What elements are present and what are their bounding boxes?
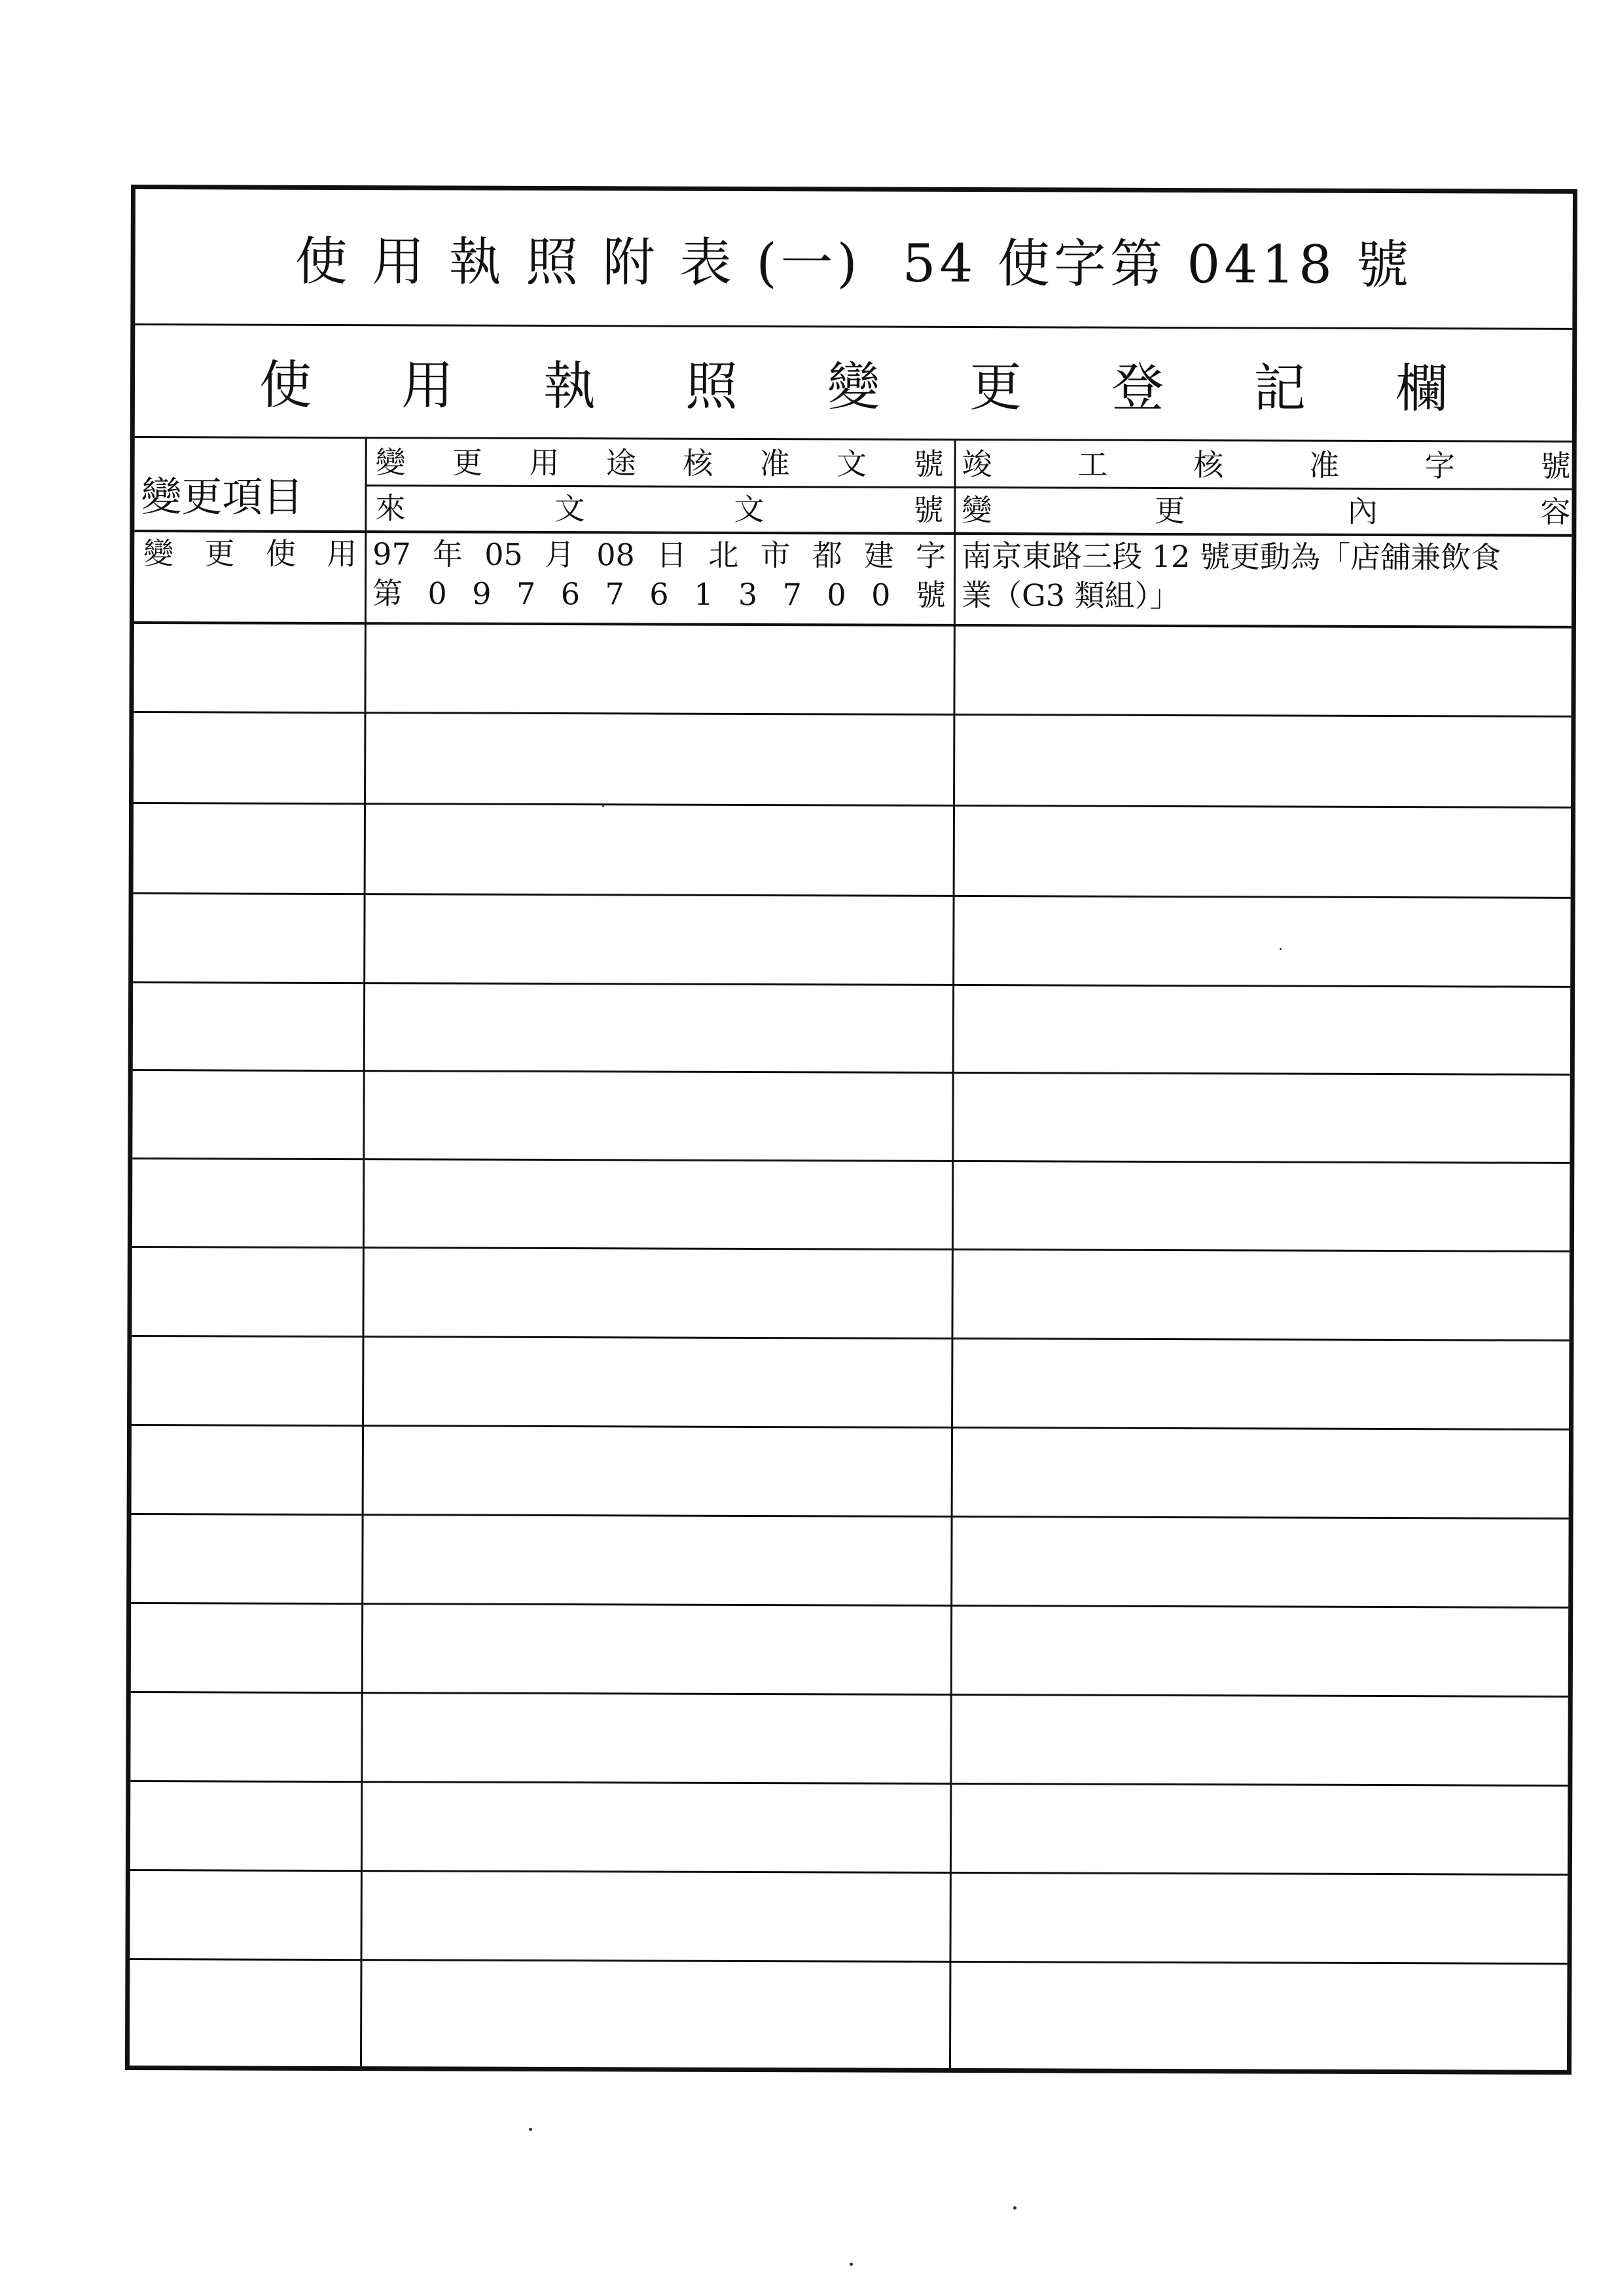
subtitle-char: 用 (401, 354, 454, 416)
row-divider (132, 1424, 1569, 1430)
header-char: 號 (1540, 448, 1571, 484)
doc-token: 3 (738, 576, 758, 613)
scan-speck (1280, 948, 1282, 950)
column-divider (360, 439, 367, 2066)
scan-speck (602, 805, 604, 807)
record-doc-line-2 (372, 574, 946, 615)
change-item-header (141, 464, 357, 523)
row-divider (130, 1958, 1567, 1965)
record-content-line-1 (962, 536, 1501, 577)
subtitle-char: 使 (259, 354, 312, 416)
record-item-char: 變 (143, 536, 174, 572)
row-divider (134, 802, 1571, 809)
column-divider (949, 441, 956, 2068)
header-char: 准 (1308, 447, 1340, 483)
header-char: 文 (554, 491, 585, 527)
form-title (135, 189, 1573, 330)
change-content-header (962, 490, 1570, 532)
header-char: 字 (1424, 448, 1455, 484)
header-char: 文 (734, 491, 764, 528)
header-char: 竣 (962, 446, 992, 483)
header-char: 來 (375, 490, 406, 526)
scan-speck (529, 2128, 532, 2131)
doc-token: 0 (871, 577, 891, 613)
doc-token: 1 (694, 576, 713, 612)
completion-no-header (962, 445, 1571, 486)
row-divider (132, 1513, 1569, 1520)
doc-token: 0 (427, 575, 447, 611)
incoming-doc-header (375, 488, 943, 530)
doc-token: 日 (656, 537, 687, 573)
subtitle-char: 記 (1253, 357, 1306, 419)
doc-token: 月 (544, 536, 575, 573)
registration-table (130, 438, 1572, 2070)
header-char: 文 (836, 446, 867, 482)
form-subtitle (135, 323, 1573, 443)
subtitle-char: 更 (969, 356, 1022, 418)
header-char: 內 (1347, 493, 1378, 529)
row-divider (132, 1157, 1570, 1164)
doc-token: 9 (472, 575, 492, 611)
subtitle-char: 照 (685, 355, 738, 417)
header-char: 准 (759, 446, 790, 482)
row-divider (132, 1335, 1569, 1341)
record-doc-line-1 (372, 534, 946, 575)
subtitle-char: 欄 (1395, 357, 1448, 419)
row-divider (134, 621, 1572, 629)
row-divider (134, 711, 1571, 718)
record-item-char: 使 (265, 536, 296, 572)
header-char: 變 (375, 445, 406, 481)
header-char: 號 (913, 492, 944, 528)
header-char: 途 (605, 445, 637, 481)
scan-speck (1013, 2206, 1016, 2210)
doc-token: 7 (605, 576, 624, 612)
row-divider (130, 1780, 1568, 1787)
row-divider (130, 1869, 1568, 1876)
doc-token: 6 (560, 576, 581, 612)
header-char: 更 (452, 445, 483, 481)
content-text: 南京東路三段 12 號更動為「店舖兼飲食 (962, 538, 1501, 575)
change-registration-form (125, 185, 1577, 2075)
doc-token: 97 (372, 536, 411, 572)
record-item (143, 534, 357, 574)
header-char: 工 (1077, 446, 1108, 483)
header-char: 用 (529, 445, 560, 481)
doc-token: 建 (863, 538, 895, 574)
header-char: 容 (1540, 494, 1571, 530)
row-divider (131, 1691, 1568, 1698)
row-divider (133, 1069, 1570, 1076)
doc-token: 7 (782, 577, 802, 613)
doc-token: 字 (916, 538, 946, 574)
content-text: 業（G3 類組）」 (961, 577, 1180, 614)
doc-token: 6 (649, 576, 669, 612)
doc-token: 號 (915, 577, 946, 613)
subtitle-char: 執 (543, 355, 596, 416)
doc-token: 7 (516, 575, 536, 611)
approval-doc-header (376, 443, 944, 484)
doc-token: 第 (372, 575, 403, 611)
header-char: 核 (683, 445, 713, 481)
form-title-text: 使 用 執 照 附 表 (一) 54 使字第 0418 號 (295, 230, 1413, 296)
record-content-line-2 (962, 575, 1180, 615)
doc-token: 0 (827, 577, 846, 613)
record-item-char: 用 (327, 536, 357, 572)
header-char: 更 (1155, 492, 1185, 529)
row-divider (133, 981, 1570, 988)
header-char: 核 (1193, 447, 1224, 483)
subtitle-char: 登 (1111, 357, 1164, 418)
doc-token: 08 (596, 537, 635, 573)
doc-token: 年 (432, 536, 463, 572)
change-item-header-text: 變更項目 (141, 473, 304, 521)
subtitle-char: 變 (827, 355, 880, 418)
row-divider (132, 1246, 1570, 1252)
header-char: 號 (913, 446, 944, 482)
doc-token: 市 (760, 538, 791, 574)
record-item-char: 更 (204, 536, 235, 572)
row-divider (134, 892, 1571, 899)
doc-token: 都 (812, 538, 842, 574)
doc-token: 北 (708, 537, 739, 573)
row-divider (131, 1602, 1568, 1609)
scan-speck (850, 2263, 853, 2266)
doc-token: 05 (484, 536, 523, 572)
header-char: 變 (962, 492, 992, 528)
